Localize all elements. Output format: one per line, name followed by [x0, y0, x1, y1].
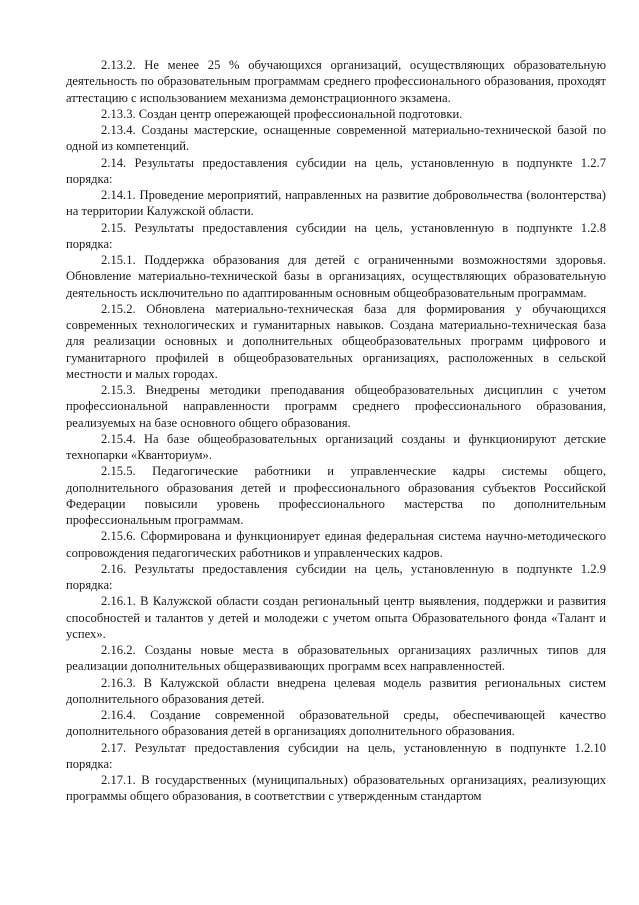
paragraph-2-13-2: 2.13.2. Не менее 25 % обучающихся организаций, осуществляющих образовательную деятельность по образовательным программам среднего профессионального образования, проходят аттестацию с использованием механизма демонстрационного экзамена.: [66, 58, 606, 105]
paragraph-2-15: 2.15. Результаты предоставления субсидии на цель, установленную в подпункте 1.2.8 порядка:: [66, 220, 606, 251]
paragraph-2-15-6: 2.15.6. Сформирована и функционирует единая федеральная система научно-методического сопровождения педагогических работников и управленческих кадров.: [66, 529, 606, 560]
paragraph-2-17-1: 2.17.1. В государственных (муниципальных) образовательных организациях, реализующих программы общего образования, в соответствии с утвержденным стандартом: [66, 773, 606, 804]
paragraph-2-16-4: 2.16.4. Создание современной образовательной среды, обеспечивающей качество дополнительного образования детей в организациях дополнительного образования.: [66, 708, 606, 739]
paragraph-2-14: 2.14. Результаты предоставления субсидии на цель, установленную в подпункте 1.2.7 порядка:: [66, 155, 606, 186]
paragraph-2-13-4: 2.13.4. Созданы мастерские, оснащенные современной материально-технической базой по одной из компетенций.: [66, 123, 606, 154]
document-body: [66, 57, 606, 805]
paragraph-2-15-2: 2.15.2. Обновлена материально-техническая база для формирования у обучающихся современных технологических и гуманитарных навыков. Создана материально-техническая база для реализации основных и дополнительных общеобразовательных программ цифрового и гуманитарного профилей в общеобразовательных организациях, расположенных в сельской местности и малых городах.: [66, 301, 606, 381]
paragraph-2-17: 2.17. Результат предоставления субсидии на цель, установленную в подпункте 1.2.10 порядка:: [66, 740, 606, 771]
paragraph-2-15-4: 2.15.4. На базе общеобразовательных организаций созданы и функционируют детские технопарки «Кванториум».: [66, 431, 606, 462]
paragraph-2-14-1: 2.14.1. Проведение мероприятий, направленных на развитие добровольчества (волонтерства) на территории Калужской области.: [66, 188, 606, 219]
paragraph-2-15-5: 2.15.5. Педагогические работники и управленческие кадры системы общего, дополнительного образования детей и профессионального образования субъектов Российской Федерации повысили уровень профессионального мастерства по дополнительным профессиональным программам.: [66, 464, 606, 527]
paragraph-2-16-2: 2.16.2. Созданы новые места в образовательных организациях различных типов для реализации дополнительных общеразвивающих программ всех направленностей.: [66, 643, 606, 674]
paragraph-2-15-3: 2.15.3. Внедрены методики преподавания общеобразовательных дисциплин с учетом профессиональной направленности программ среднего профессионального образования, реализуемых на базе основного общего образования.: [66, 383, 606, 430]
paragraph-2-16-3: 2.16.3. В Калужской области внедрена целевая модель развития региональных систем дополнительного образования детей.: [66, 675, 606, 706]
paragraph-2-16: 2.16. Результаты предоставления субсидии на цель, установленную в подпункте 1.2.9 порядка:: [66, 561, 606, 592]
paragraph-2-13-3: 2.13.3. Создан центр опережающей профессиональной подготовки.: [101, 106, 463, 121]
paragraph-2-16-1: 2.16.1. В Калужской области создан региональный центр выявления, поддержки и развития способностей и талантов у детей и молодежи с учетом опыта Образовательного фонда «Талант и успех».: [66, 594, 606, 641]
paragraph-2-15-1: 2.15.1. Поддержка образования для детей с ограниченными возможностями здоровья. Обновление материально-технической базы в организациях, осуществляющих образовательную деятельность исключительно по адаптированным основным общеобразовательным программам.: [66, 253, 606, 300]
